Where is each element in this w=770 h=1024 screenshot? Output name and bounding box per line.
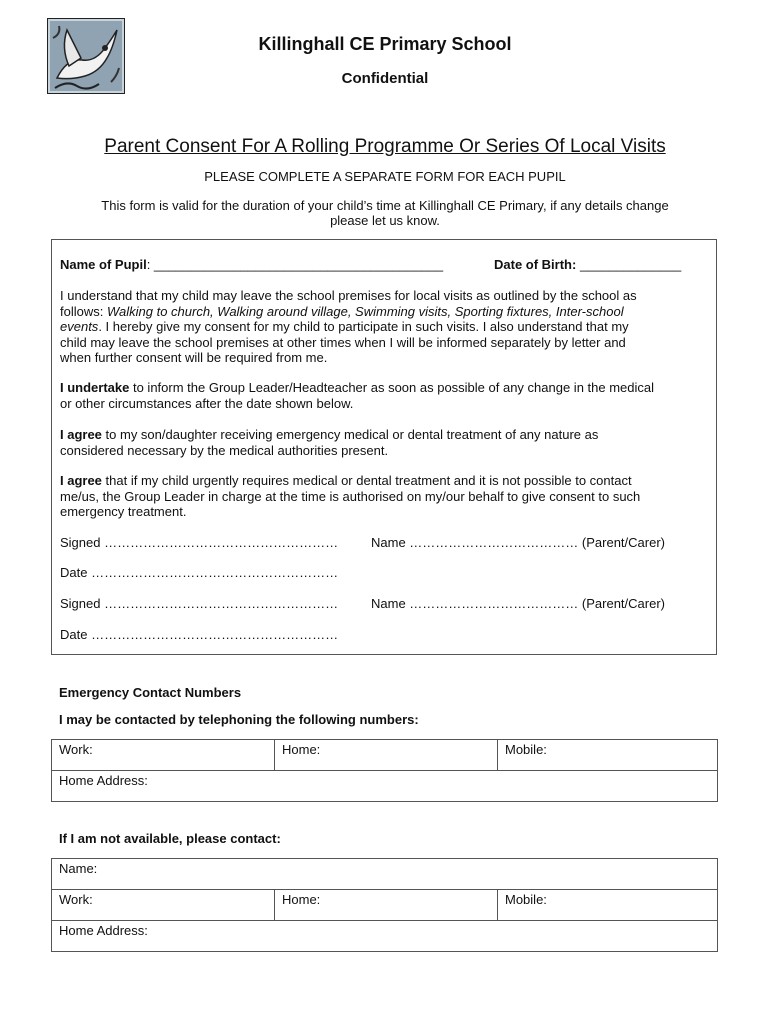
table-row <box>52 890 718 921</box>
dob-label: Date of Birth: <box>494 257 577 272</box>
confidential-label: Confidential <box>341 70 429 87</box>
para4-line-3: emergency treatment. <box>60 504 187 519</box>
emergency-intro: I may be contacted by telephoning the following numbers: <box>59 712 419 727</box>
date-field-2[interactable]: Date ………………………………………………… <box>60 627 339 642</box>
mobile-label: Mobile: <box>505 742 547 757</box>
visit-types-end: events <box>60 319 99 334</box>
alt-home-address-cell[interactable] <box>52 921 718 952</box>
home-address-label: Home Address: <box>59 773 148 788</box>
mobile-phone-cell[interactable] <box>498 740 718 771</box>
validity-line-1: This form is valid for the duration of your child’s time at Killinghall CE Primary, if any details change <box>101 198 669 213</box>
alternate-contact-table <box>51 858 718 952</box>
signature-row-1 <box>60 535 708 551</box>
alt-work-label: Work: <box>59 892 93 907</box>
agree-label-2: I agree <box>60 473 102 488</box>
parent-name-field-1[interactable]: Name ………………………………… (Parent/Carer) <box>371 535 665 550</box>
para1-line-3-text: . I hereby give my consent for my child to participate in such visits. I also understand that my <box>98 319 629 334</box>
para2-line-1: to inform the Group Leader/Headteacher as soon as possible of any change in the medical <box>129 380 655 395</box>
alt-mobile-label: Mobile: <box>505 892 547 907</box>
pupil-details-row <box>60 257 708 273</box>
para4-line-1: that if my child urgently requires medical or dental treatment and it is not possible to contact <box>101 473 632 488</box>
alt-home-address-label: Home Address: <box>59 923 148 938</box>
home-phone-cell[interactable] <box>275 740 498 771</box>
alt-mobile-phone-cell[interactable] <box>498 890 718 921</box>
work-label: Work: <box>59 742 93 757</box>
consent-paragraph-4 <box>60 473 708 520</box>
agree-label-1: I agree <box>60 427 102 442</box>
emergency-heading: Emergency Contact Numbers <box>59 685 242 700</box>
home-label: Home: <box>282 742 321 757</box>
alt-work-phone-cell[interactable] <box>52 890 275 921</box>
para1-line-4: child may leave the school premises at other times when I will be informed separately by letter and <box>60 334 626 350</box>
signature-row-2 <box>60 596 708 612</box>
pupil-name-label: Name of Pupil <box>60 257 147 272</box>
parent-name-field-2[interactable]: Name ………………………………… (Parent/Carer) <box>371 596 665 611</box>
consent-paragraph-1 <box>60 288 708 366</box>
undertake-label: I undertake <box>60 380 130 395</box>
para1-line-2 <box>60 304 708 320</box>
alternate-contact-heading: If I am not available, please contact: <box>59 831 281 846</box>
table-row <box>52 740 718 771</box>
emergency-contact-table <box>51 739 718 802</box>
signed-field-2[interactable]: Signed ……………………………………………… <box>60 596 339 611</box>
alt-name-cell[interactable] <box>52 859 718 890</box>
para2-line-2: or other circumstances after the date shown below. <box>60 395 354 411</box>
para3-line-1: to my son/daughter receiving emergency medical or dental treatment of any nature as <box>101 427 599 442</box>
work-phone-cell[interactable] <box>52 740 275 771</box>
signed-field-1[interactable]: Signed ……………………………………………… <box>60 535 339 550</box>
consent-section <box>51 239 717 655</box>
para1-prefix: follows: <box>60 303 107 319</box>
pupil-name-field[interactable]: : ________________________________________ <box>146 257 444 272</box>
visit-types: Walking to church, Walking around village, Swimming visits, Sporting fixtures, Inter-school <box>106 303 624 319</box>
form-title: Parent Consent For A Rolling Programme Or Series Of Local Visits <box>104 136 666 157</box>
para1-line-3 <box>60 319 708 335</box>
form-subtitle: PLEASE COMPLETE A SEPARATE FORM FOR EACH PUPIL <box>204 169 566 184</box>
alt-home-label: Home: <box>282 892 321 907</box>
consent-paragraph-3 <box>60 427 708 458</box>
consent-paragraph-2 <box>60 380 708 411</box>
para1-line-1: I understand that my child may leave the school premises for local visits as outlined by the school as <box>60 288 637 303</box>
dob-field[interactable]: ______________ <box>576 257 682 272</box>
validity-line-2: please let us know. <box>330 213 440 228</box>
table-row <box>52 921 718 952</box>
alt-home-phone-cell[interactable] <box>275 890 498 921</box>
school-name: Killinghall CE Primary School <box>258 34 512 54</box>
para1-line-5: when further consent will be required from me. <box>60 350 328 365</box>
alt-name-label: Name: <box>59 861 98 876</box>
validity-note <box>70 198 700 228</box>
para3-line-2: considered necessary by the medical authorities present. <box>60 442 389 458</box>
date-field-1[interactable]: Date ………………………………………………… <box>60 565 339 580</box>
dob-group <box>494 257 681 273</box>
table-row <box>52 771 718 802</box>
para4-line-2: me/us, the Group Leader in charge at the time is authorised on my/our behalf to give consent to such <box>60 488 641 504</box>
home-address-cell[interactable] <box>52 771 718 802</box>
table-row <box>52 859 718 890</box>
